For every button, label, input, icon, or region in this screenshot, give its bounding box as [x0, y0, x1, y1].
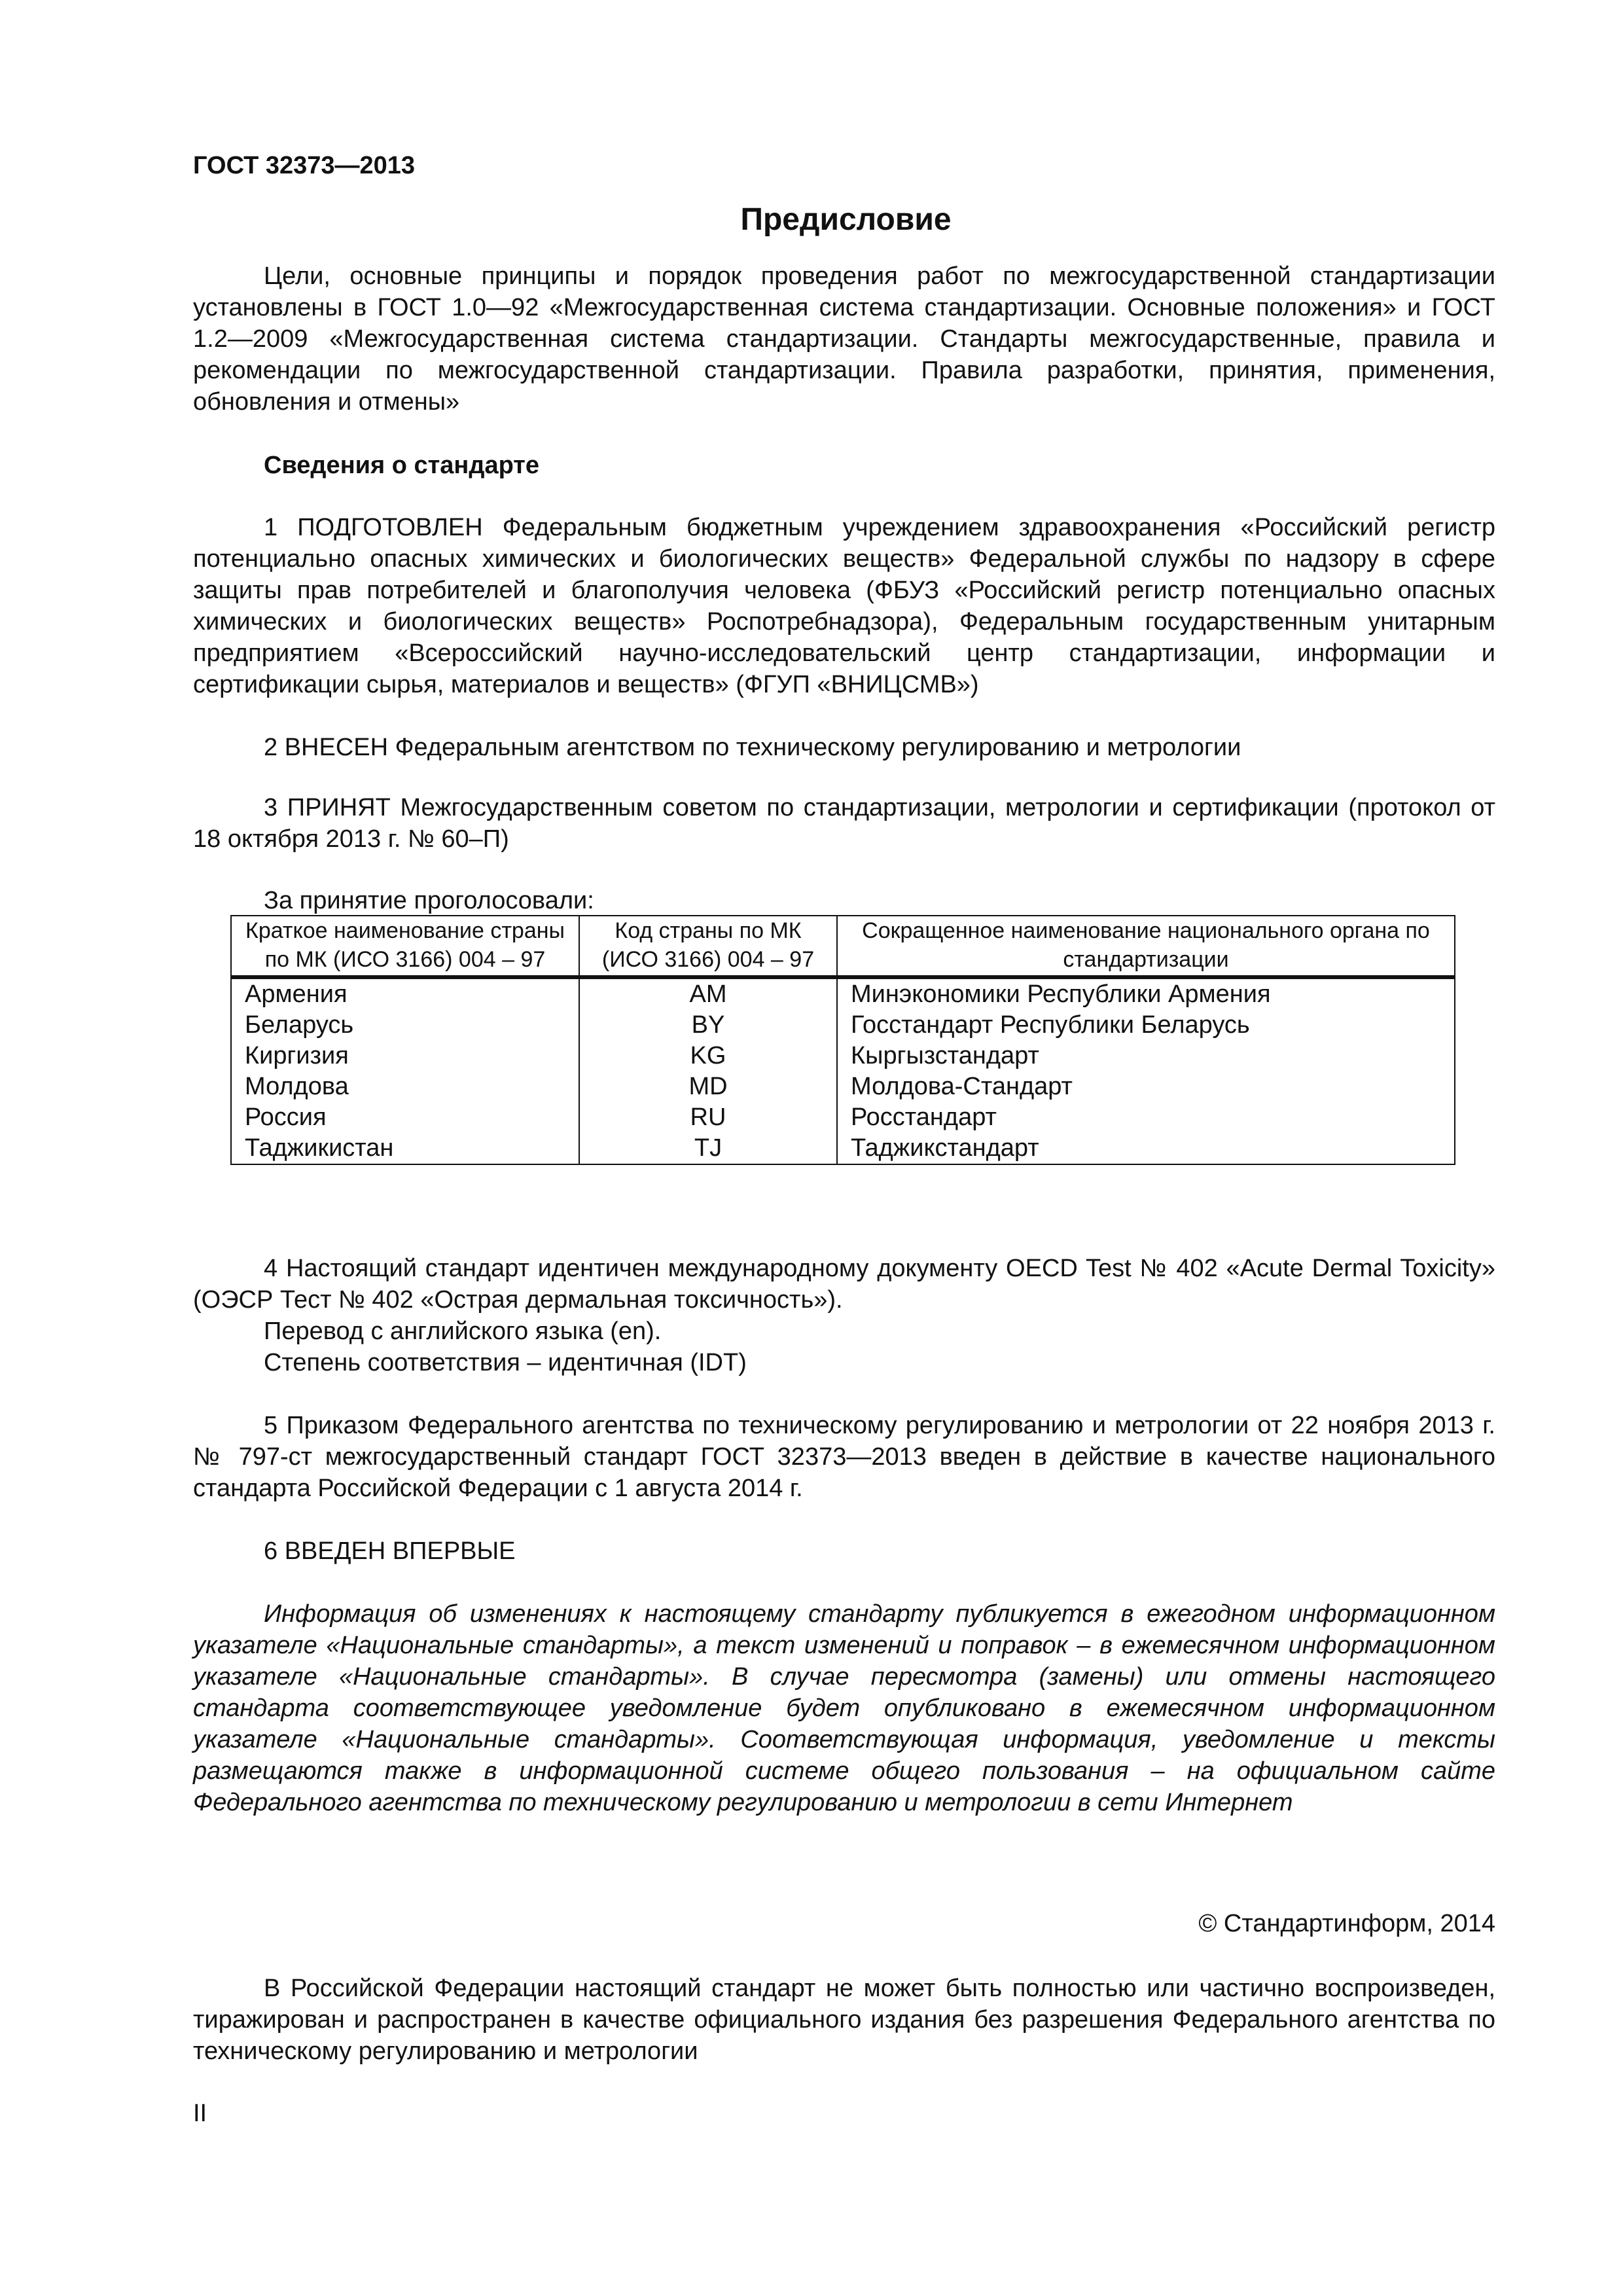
cell-country: Армения: [231, 977, 579, 1010]
table-row: [231, 1133, 1455, 1164]
cell-country: Россия: [231, 1102, 579, 1133]
cell-country: Беларусь: [231, 1010, 579, 1041]
member-states-table: [230, 915, 1455, 1165]
vote-label: За принятие проголосовали:: [264, 887, 594, 914]
legal-notice: В Российской Федерации настоящий стандарт не может быть полностью или частично воспроизведен, тиражирован и распространен в качестве официального издания без разрешения Федерального агентства по техническому регулированию и метрологии: [193, 1975, 1495, 2065]
cell-code: TJ: [579, 1133, 837, 1164]
cell-country: Таджикистан: [231, 1133, 579, 1164]
table-header-row: [231, 916, 1455, 977]
item-4-paragraph: 4 Настоящий стандарт идентичен международному документу OECD Test № 402 «Acute Dermal Toxicity» (ОЭСР Тест № 402 «Острая дермальная токсичность»).: [193, 1255, 1495, 1314]
cell-country: Киргизия: [231, 1041, 579, 1071]
cell-code: AM: [579, 977, 837, 1010]
table-row: [231, 1071, 1455, 1102]
table-row: [231, 1041, 1455, 1071]
cell-body: Кыргызстандарт: [837, 1041, 1455, 1071]
table-row: [231, 1010, 1455, 1041]
cell-code: MD: [579, 1071, 837, 1102]
item-5-paragraph: 5 Приказом Федерального агентства по техническому регулированию и метрологии от 22 ноября 2013 г. № 797-ст межгосударственный стандарт ГОСТ 32373—2013 введен в действие в качестве национального стандарта Российской Федерации с 1 августа 2014 г.: [193, 1412, 1495, 1502]
table-row: [231, 1102, 1455, 1133]
item-1-paragraph: 1 ПОДГОТОВЛЕН Федеральным бюджетным учреждением здравоохранения «Российский регистр потенциально опасных химических и биологических веществ» Федеральной службы по надзору в сфере защиты прав потребителей и благополучия человека (ФБУЗ «Российский регистр потенциально опасных химических и биологических веществ» Роспотребнадзора), Федеральным государственным унитарным предприятием «Всероссийский научно-исследовательский центр стандартизации, информации и сертификации сырья, материалов и веществ» (ФГУП «ВНИЦСМВ»): [193, 514, 1495, 698]
table-row: [231, 977, 1455, 1010]
cell-body: Таджикстандарт: [837, 1133, 1455, 1164]
document-code: ГОСТ 32373—2013: [193, 152, 416, 179]
cell-body: Госстандарт Республики Беларусь: [837, 1010, 1455, 1041]
item-3-paragraph: 3 ПРИНЯТ Межгосударственным советом по стандартизации, метрологии и сертификации (протокол от 18 октября 2013 г. № 60–П): [193, 794, 1495, 853]
page-title: Предисловие: [740, 202, 952, 237]
item-6-line: 6 ВВЕДЕН ВПЕРВЫЕ: [264, 1537, 516, 1565]
cell-code: RU: [579, 1102, 837, 1133]
item-4-translation: Перевод с английского языка (en).: [264, 1318, 662, 1345]
cell-body: Молдова-Стандарт: [837, 1071, 1455, 1102]
change-info-notice: Информация об изменениях к настоящему стандарту публикуется в ежегодном информационном указателе «Национальные стандарты», а текст изменений и поправок – в ежемесячном информационном указателе «Национальные стандарты». В случае пересмотра (замены) или отмены настоящего стандарта соответствующее уведомление будет опубликовано в ежемесячном информационном указателе «Национальные стандарты». Соответствующая информация, уведомление и тексты размещаются также в информационной системе общего пользования – на официальном сайте Федерального агентства по техническому регулированию и метрологии в сети Интернет: [193, 1600, 1495, 1816]
cell-country: Молдова: [231, 1071, 579, 1102]
cell-code: BY: [579, 1010, 837, 1041]
copyright-line: © Стандартинформ, 2014: [1198, 1910, 1495, 1937]
intro-paragraph: Цели, основные принципы и порядок проведения работ по межгосударственной стандартизации установлены в ГОСТ 1.0—92 «Межгосударственная система стандартизации. Основные положения» и ГОСТ 1.2—2009 «Межгосударственная система стандартизации. Стандарты межгосударственные, правила и рекомендации по межгосударственной стандартизации. Правила разработки, принятия, применения, обновления и отмены»: [193, 262, 1495, 416]
section-heading: Сведения о стандарте: [264, 452, 540, 479]
table-header-body: Сокращенное наименование национального органа по стандартизации: [837, 916, 1455, 977]
item-4-degree: Степень соответствия – идентичная (IDT): [264, 1349, 747, 1376]
page-number: II: [193, 2100, 207, 2127]
table-header-code: Код страны по МК (ИСО 3166) 004 – 97: [579, 916, 837, 977]
table-header-country: Краткое наименование страны по МК (ИСО 3166) 004 – 97: [231, 916, 579, 977]
cell-body: Минэкономики Республики Армения: [837, 977, 1455, 1010]
item-2-paragraph: 2 ВНЕСЕН Федеральным агентством по техническому регулированию и метрологии: [264, 734, 1241, 761]
cell-code: KG: [579, 1041, 837, 1071]
cell-body: Росстандарт: [837, 1102, 1455, 1133]
